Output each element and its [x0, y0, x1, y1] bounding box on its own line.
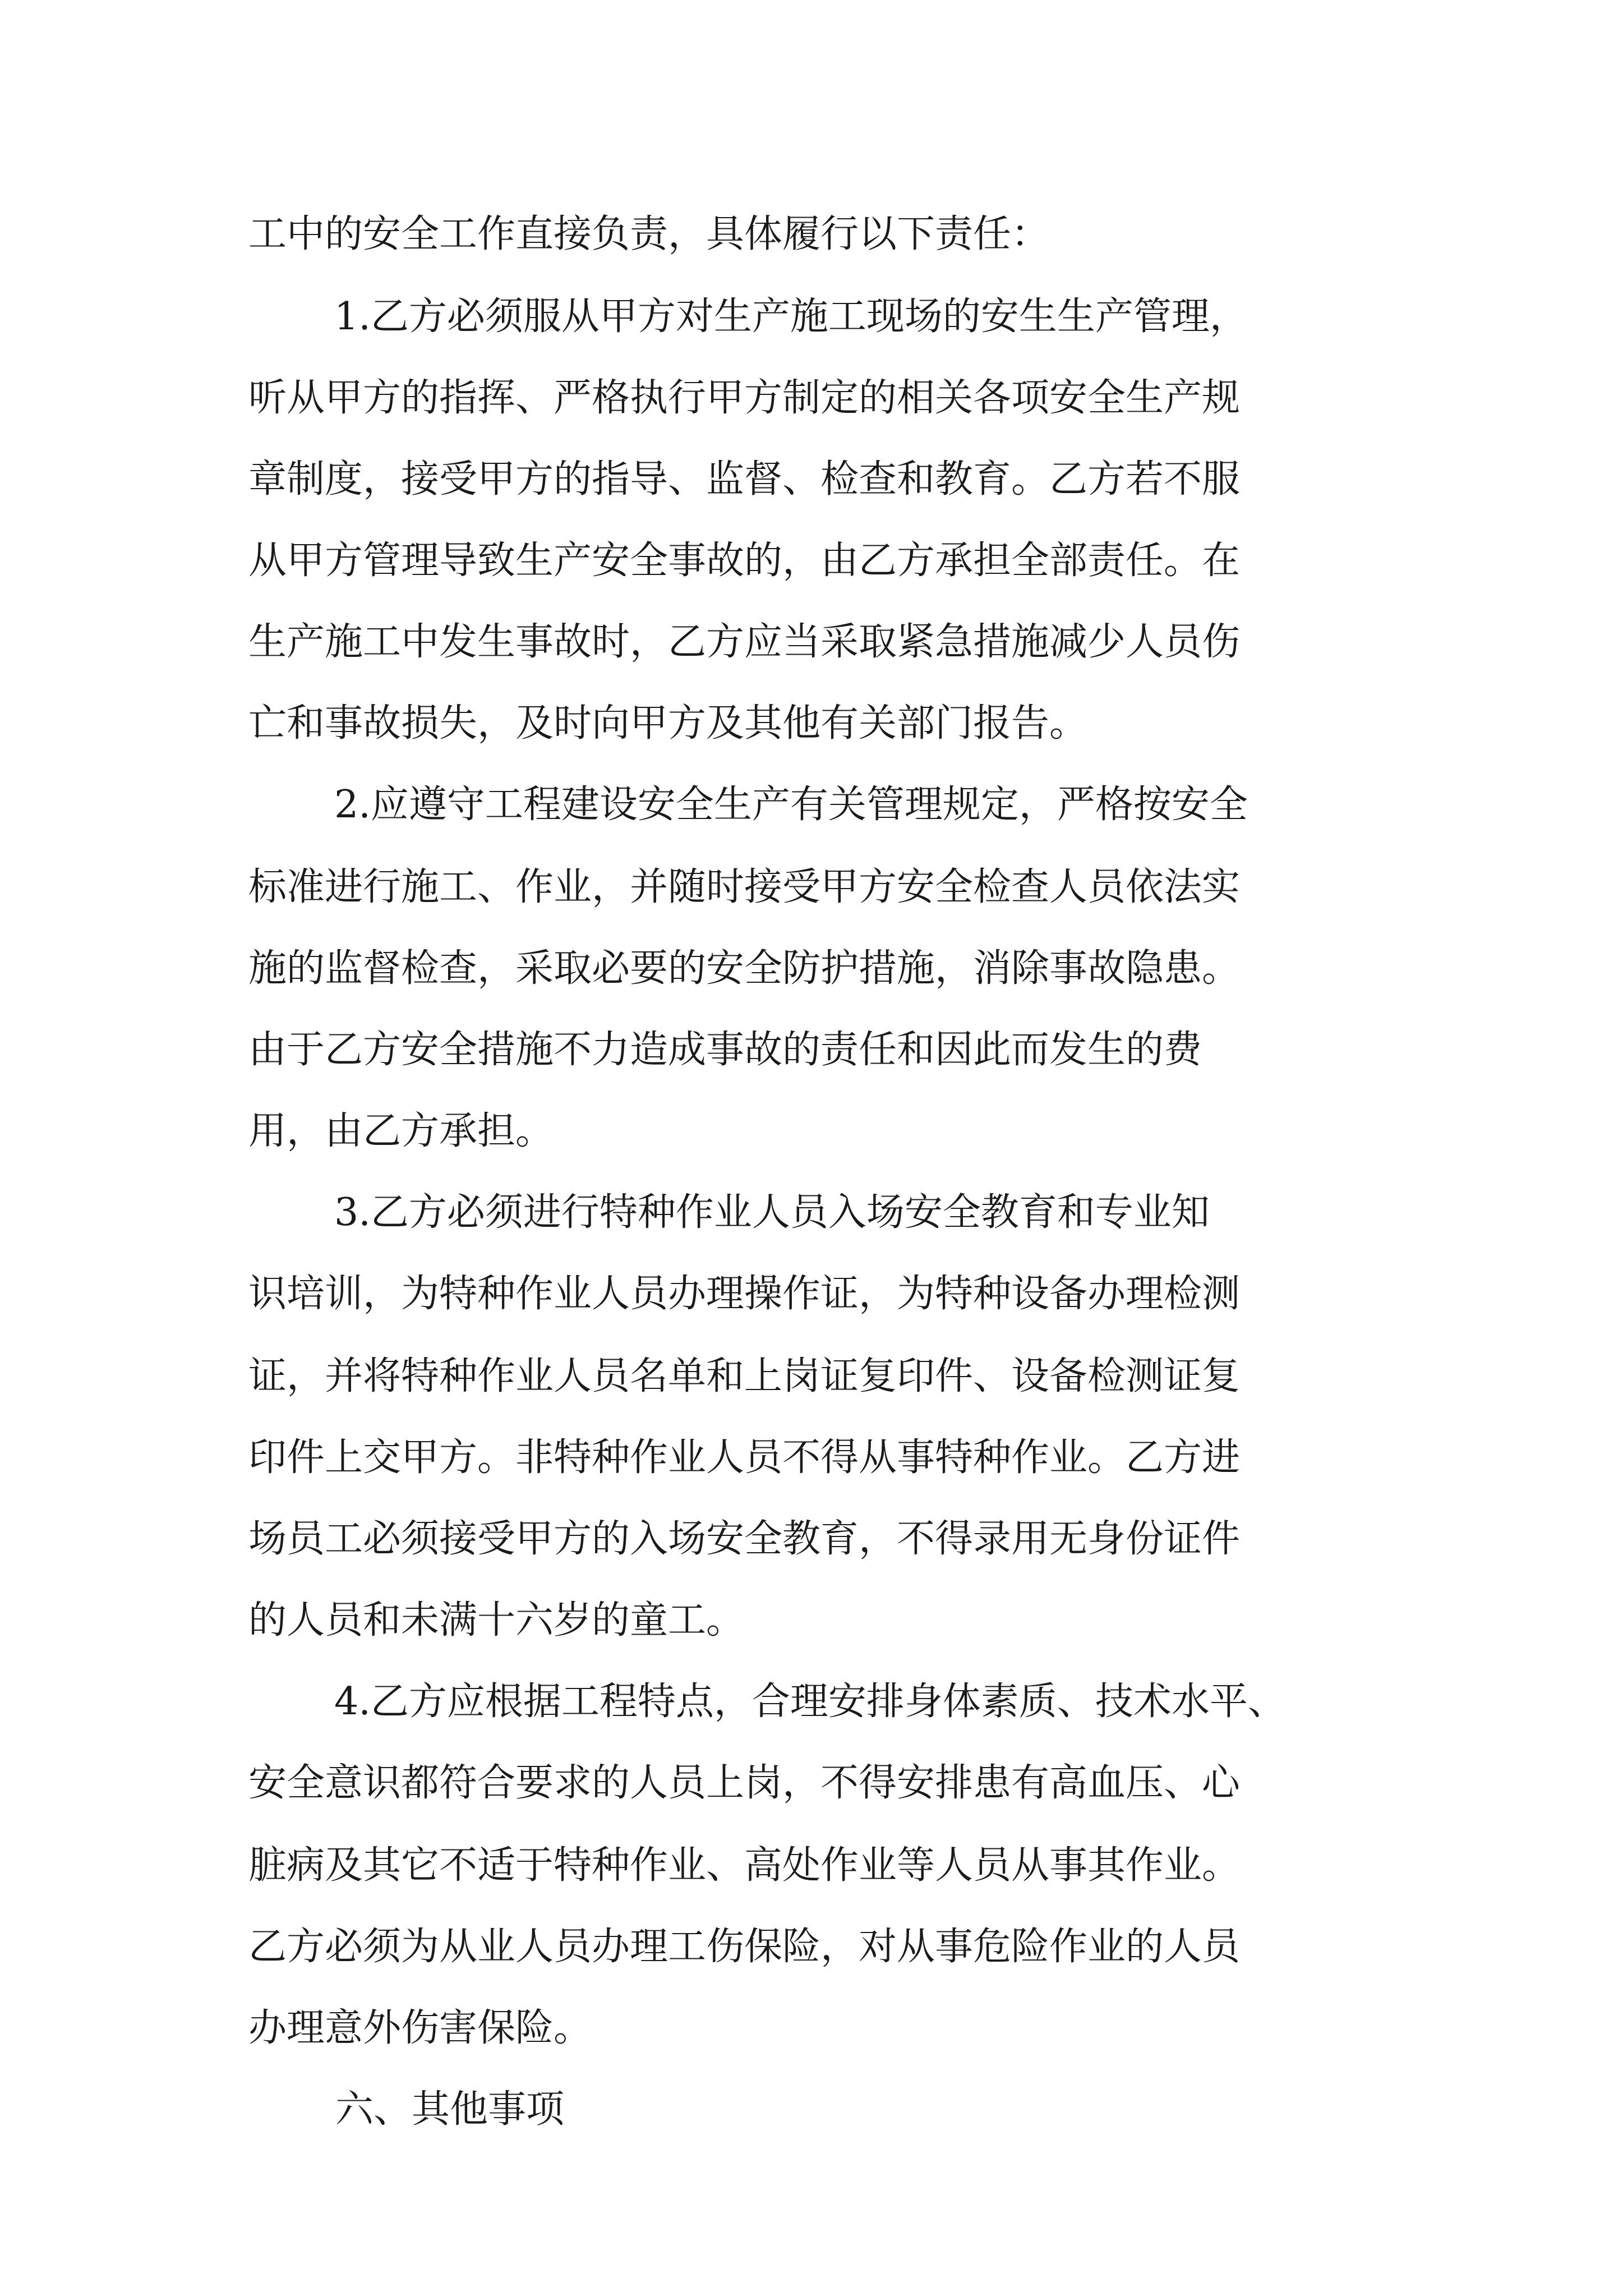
- text-line: 的人员和未满十六岁的童工。: [248, 1598, 745, 1642]
- text-line: 乙方必须为从业人员办理工伤保险，对从事危险作业的人员: [248, 1925, 1241, 1969]
- text-line: 3.乙方必须进行特种作业人员入场安全教育和专业知: [334, 1190, 1210, 1235]
- text-line: 脏病及其它不适于特种作业、高处作业等人员从事其作业。: [248, 1843, 1241, 1888]
- text-line: 生产施工中发生事故时，乙方应当采取紧急措施减少人员伤: [248, 620, 1241, 664]
- text-line: 亡和事故损失，及时向甲方及其他有关部门报告。: [248, 701, 1088, 746]
- text-line: 1.乙方必须服从甲方对生产施工现场的安生生产管理，: [334, 295, 1248, 339]
- text-line: 听从甲方的指挥、严格执行甲方制定的相关各项安全生产规: [248, 376, 1241, 420]
- text-line: 办理意外伤害保险。: [248, 2006, 592, 2050]
- text-line: 工中的安全工作直接负责，具体履行以下责任：: [248, 212, 1050, 256]
- text-line: 4.乙方应根据工程特点，合理安排身体素质、技术水平、: [334, 1680, 1286, 1724]
- text-line: 标准进行施工、作业，并随时接受甲方安全检查人员依法实: [248, 865, 1241, 909]
- text-line: 安全意识都符合要求的人员上岗，不得安排患有高血压、心: [248, 1761, 1241, 1805]
- text-line: 识培训，为特种作业人员办理操作证，为特种设备办理检测: [248, 1272, 1241, 1316]
- text-line: 施的监督检查，采取必要的安全防护措施，消除事故隐患。: [248, 946, 1241, 991]
- text-line: 由于乙方安全措施不力造成事故的责任和因此而发生的费: [248, 1028, 1202, 1072]
- text-line: 印件上交甲方。非特种作业人员不得从事特种作业。乙方进: [248, 1435, 1241, 1480]
- text-line: 章制度，接受甲方的指导、监督、检查和教育。乙方若不服: [248, 457, 1241, 501]
- text-line: 场员工必须接受甲方的入场安全教育，不得录用无身份证件: [248, 1517, 1241, 1561]
- text-line: 2.应遵守工程建设安全生产有关管理规定，严格按安全: [334, 783, 1248, 827]
- text-line: 证，并将特种作业人员名单和上岗证复印件、设备检测证复: [248, 1354, 1241, 1398]
- text-line: 用，由乙方承担。: [248, 1109, 554, 1153]
- text-line: 从甲方管理导致生产安全事故的，由乙方承担全部责任。在: [248, 539, 1241, 583]
- section-heading: 六、其他事项: [335, 2087, 565, 2132]
